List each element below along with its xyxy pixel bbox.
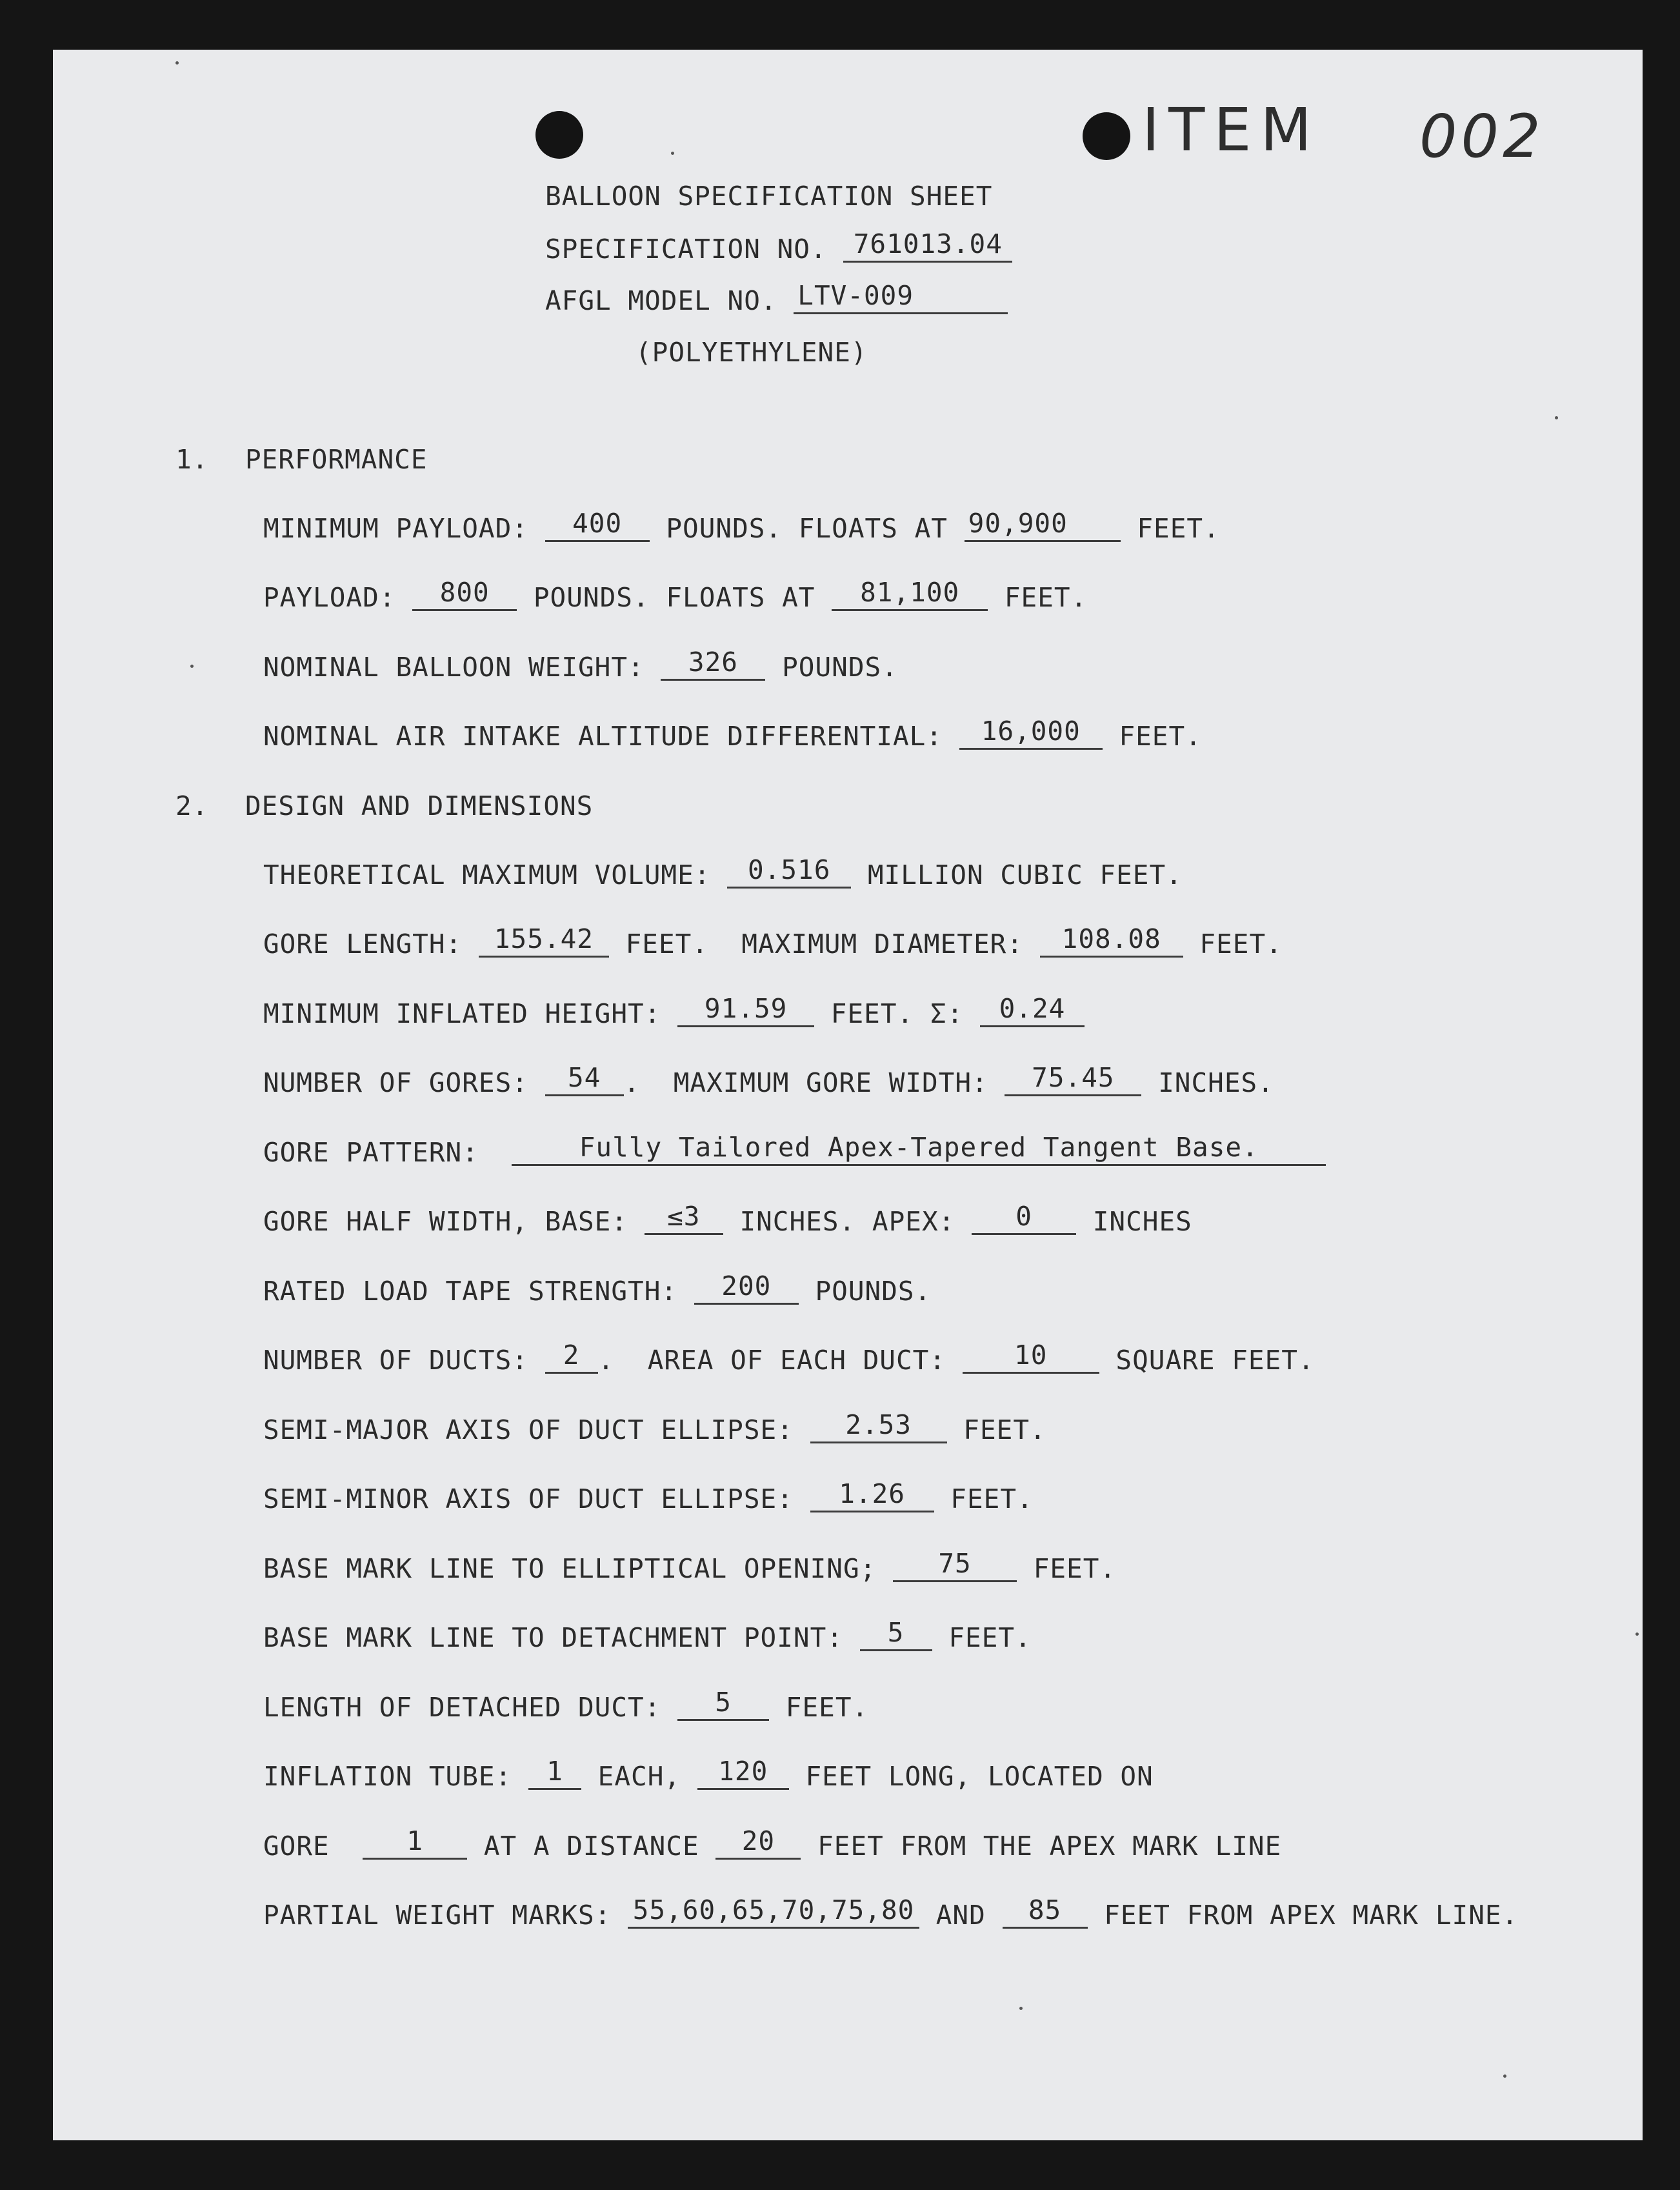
tape-strength-value: 200 xyxy=(694,1269,799,1305)
gore-half-width-base: ≤3 xyxy=(645,1200,723,1235)
handwritten-item-number: 002 xyxy=(1419,102,1545,171)
duct-area-value: 10 xyxy=(963,1338,1099,1374)
semi-minor-value: 1.26 xyxy=(810,1477,934,1512)
gore-number-value: 1 xyxy=(363,1824,467,1860)
inflation-tube-row: INFLATION TUBE: 1 EACH, 120 FEET LONG, LOCATED ON xyxy=(263,1756,1154,1792)
punch-hole xyxy=(535,111,583,159)
section-2-title: DESIGN AND DIMENSIONS xyxy=(245,790,594,821)
air-intake-value: 16,000 xyxy=(959,714,1103,750)
inflated-height-row: MINIMUM INFLATED HEIGHT: 91.59 FEET. Σ: 0.24 xyxy=(263,997,1085,1032)
inflation-tube-count: 1 xyxy=(528,1754,581,1790)
min-float-altitude: 90,900 xyxy=(965,507,1121,542)
max-diameter-value: 108.08 xyxy=(1040,922,1183,958)
handwritten-item-label: ITEM xyxy=(1142,95,1321,165)
paper-speck xyxy=(1019,2007,1023,2010)
section-1-title: PERFORMANCE xyxy=(245,444,428,475)
gore-distance-row: GORE 1 AT A DISTANCE 20 FEET FROM THE APEX MARK LINE xyxy=(263,1825,1282,1862)
detached-duct-row: LENGTH OF DETACHED DUCT: 5 FEET. xyxy=(263,1687,869,1723)
section-2-number: 2. xyxy=(175,790,209,821)
section-1-number: 1. xyxy=(175,444,209,475)
paper-speck xyxy=(1503,2074,1506,2078)
partial-weight-marks-value: 55,60,65,70,75,80 xyxy=(628,1893,919,1929)
partial-weight-marks-row: PARTIAL WEIGHT MARKS: 55,60,65,70,75,80 AND 85 FEET FROM APEX MARK LINE. xyxy=(263,1894,1519,1931)
payload-row: PAYLOAD: 800 POUNDS. FLOATS AT 81,100 FEET. xyxy=(263,577,1088,613)
nominal-weight-row: NOMINAL BALLOON WEIGHT: 326 POUNDS. xyxy=(263,647,898,683)
model-number-row xyxy=(545,280,1008,319)
gore-half-width-row: GORE HALF WIDTH, BASE: ≤3 INCHES. APEX: 0 INCHES xyxy=(263,1201,1192,1237)
paper-speck xyxy=(1555,416,1558,419)
max-gore-width-value: 75.45 xyxy=(1005,1061,1141,1096)
paper-speck xyxy=(190,665,194,668)
min-payload-row: MINIMUM PAYLOAD: 400 POUNDS. FLOATS AT 90,900 FEET. xyxy=(263,508,1220,544)
model-number: LTV-009 xyxy=(794,279,1008,314)
elliptical-opening-value: 75 xyxy=(893,1547,1017,1582)
number-of-ducts-value: 2 xyxy=(545,1338,598,1374)
semi-minor-row: SEMI-MINOR AXIS OF DUCT ELLIPSE: 1.26 FEET. xyxy=(263,1478,1034,1514)
payload-value: 800 xyxy=(412,576,517,611)
material: (POLYETHYLENE) xyxy=(635,337,868,368)
number-of-gores-value: 54 xyxy=(545,1061,624,1096)
tape-strength-row: RATED LOAD TAPE STRENGTH: 200 POUNDS. xyxy=(263,1271,932,1307)
punch-hole xyxy=(1083,112,1130,160)
nominal-weight-value: 326 xyxy=(661,645,765,681)
sigma-value: 0.24 xyxy=(980,992,1085,1027)
gores-row: NUMBER OF GORES: 54 . MAXIMUM GORE WIDTH: 75.45 INCHES. xyxy=(263,1062,1274,1098)
spec-number-row xyxy=(545,228,1012,268)
ducts-row: NUMBER OF DUCTS: 2 . AREA OF EACH DUCT: 10 SQUARE FEET. xyxy=(263,1340,1315,1376)
gore-half-width-apex: 0 xyxy=(972,1200,1076,1235)
detachment-point-row: BASE MARK LINE TO DETACHMENT POINT: 5 FEET. xyxy=(263,1617,1032,1653)
inflation-tube-length: 120 xyxy=(697,1754,789,1790)
distance-value: 20 xyxy=(715,1824,801,1860)
gore-length-row: GORE LENGTH: 155.42 FEET. MAXIMUM DIAMETER: 108.08 FEET. xyxy=(263,923,1283,959)
paper-speck xyxy=(1635,1632,1639,1636)
max-volume-row: THEORETICAL MAXIMUM VOLUME: 0.516 MILLION CUBIC FEET. xyxy=(263,854,1183,890)
elliptical-opening-row: BASE MARK LINE TO ELLIPTICAL OPENING; 75 FEET. xyxy=(263,1548,1117,1584)
sheet-title: BALLOON SPECIFICATION SHEET xyxy=(545,181,993,212)
air-intake-row: NOMINAL AIR INTAKE ALTITUDE DIFFERENTIAL: 16,000 FEET. xyxy=(263,716,1202,752)
detached-duct-value: 5 xyxy=(677,1685,769,1721)
gore-length-value: 155.42 xyxy=(479,922,609,958)
gore-pattern-value: Fully Tailored Apex-Tapered Tangent Base. xyxy=(512,1130,1326,1166)
model-label: AFGL MODEL NO. xyxy=(545,285,777,316)
paper-speck xyxy=(175,61,179,65)
gore-pattern-row: GORE PATTERN: Fully Tailored Apex-Tapered Tangent Base. xyxy=(263,1136,1326,1171)
spec-label: SPECIFICATION NO. xyxy=(545,234,827,265)
payload-float-altitude: 81,100 xyxy=(832,576,988,611)
semi-major-value: 2.53 xyxy=(810,1408,947,1443)
partial-weight-last-value: 85 xyxy=(1003,1893,1088,1929)
min-payload-value: 400 xyxy=(545,507,650,542)
spec-number: 761013.04 xyxy=(843,227,1012,263)
inflated-height-value: 91.59 xyxy=(677,992,814,1027)
paper-speck xyxy=(671,152,674,155)
semi-major-row: SEMI-MAJOR AXIS OF DUCT ELLIPSE: 2.53 FEET. xyxy=(263,1409,1046,1445)
max-volume-value: 0.516 xyxy=(727,853,851,889)
detachment-point-value: 5 xyxy=(860,1616,932,1651)
